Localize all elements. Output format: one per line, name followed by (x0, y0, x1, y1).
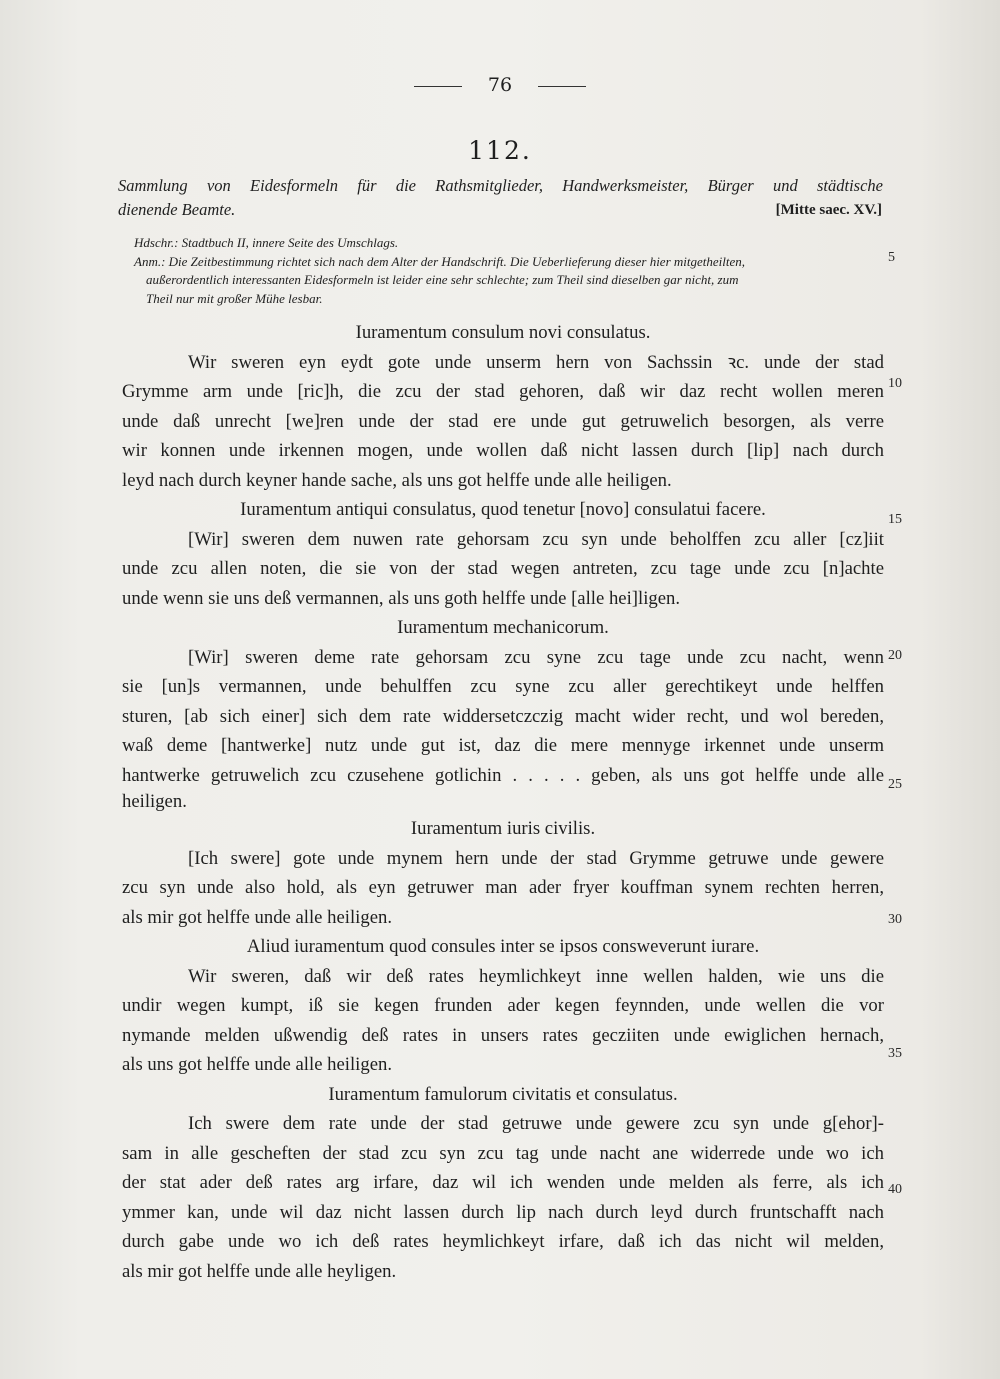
text-line: wir konnen unde irkennen mogen, unde wollen daß nicht lassen durch [lip] nach durch (122, 440, 884, 461)
page-number: 76 (487, 74, 513, 96)
annotation-line: Anm.: Die Zeitbestimmung richtet sich nach dem Alter der Handschrift. Die Ueberlieferung dieser hier mitgetheilten, (134, 253, 746, 269)
text-line: nymande melden ußwendig deß rates in unsers rates gecziiten unde ewiglichen hernach, (122, 1024, 884, 1046)
section-heading: Iuramentum antiqui consulatus, quod tenetur [novo] consulatui facere. (240, 499, 766, 520)
section-heading: Aliud iuramentum quod consules inter se ipsos consweverunt iurare. (246, 936, 760, 957)
section-heading: Iuramentum mechanicorum. (397, 617, 609, 638)
text-line: unde daß unrecht [we]ren unde der stad ere unde gut getruwelich besorgen, als verre (122, 410, 884, 432)
text-line: Ich swere dem rate unde der stad getruwe unde gewere zcu syn unde g[ehor]- (188, 1113, 884, 1134)
text-line: [Wir] sweren deme rate gehorsam zcu syne zcu tage unde zcu nacht, wenn (188, 646, 884, 668)
line-number: 25 (888, 777, 902, 792)
text-line: Grymme arm unde [ric]h, die zcu der stad gehoren, daß wir daz recht wollen meren (122, 381, 884, 402)
line-number: 20 (888, 648, 902, 663)
title-line: dienende Beamte. (118, 200, 236, 219)
line-number: 40 (888, 1182, 902, 1197)
text-line: Wir sweren eyn eydt gote unde unserm hern von Sachssin ꝛc. unde der stad (188, 351, 884, 373)
text-line: heiligen. (122, 791, 187, 812)
text-line: [Ich swere] gote unde mynem hern unde der stad Grymme getruwe unde gewere (188, 847, 884, 869)
annotation-line: Theil nur mit großer Mühe lesbar. (146, 290, 323, 306)
text-line: als mir got helffe unde alle heyligen. (122, 1260, 397, 1282)
text-line: undir wegen kumpt, iß sie kegen frunden ader kegen feynnden, unde wellen die vor (122, 995, 884, 1016)
text-line: als mir got helffe unde alle heiligen. (122, 906, 393, 928)
editorial-notes (134, 234, 884, 308)
text-line: der stat ader deß rates arg irfare, daz wil ich wenden unde melden als ferre, als ich (122, 1172, 884, 1193)
text-line: als uns got helffe unde alle heiligen. (122, 1054, 393, 1075)
header-rule-left (414, 86, 462, 87)
text-line: unde wenn sie uns deß vermannen, als uns goth helffe unde [alle hei]ligen. (122, 587, 681, 609)
line-number: 10 (888, 376, 902, 391)
section-heading: Iuramentum famulorum civitatis et consulatus. (328, 1083, 678, 1105)
document-number: 112. (468, 136, 532, 165)
text-line: zcu syn unde also hold, als eyn getruwer man ader fryer kouffman synem rechten herren, (122, 877, 884, 898)
section-heading: Iuramentum consulum novi consulatus. (355, 322, 651, 343)
text-line: sie [un]s vermannen, unde behulffen zcu syne zcu aller gerechtikeyt unde helffen (122, 676, 884, 697)
annotation-line: außerordentlich interessanten Eidesformeln ist leider eine sehr schlechte; zum Theil sind dieselben gar nicht, zum (146, 272, 739, 287)
line-number: 15 (888, 512, 902, 527)
page-header (0, 74, 1000, 96)
text-line: leyd nach durch keyner hande sache, als uns got helffe unde alle heiligen. (122, 469, 672, 491)
text-line: durch gabe unde wo ich deß rates heymlichkeyt irfare, daß ich das nicht wil melden, (122, 1231, 884, 1252)
text-line: hantwerke getruwelich zcu czusehene gotlichin . . . . . geben, als uns got helffe unde alle (122, 764, 884, 786)
text-line: [Wir] sweren dem nuwen rate gehorsam zcu syn unde beholffen zcu aller [cz]iit (188, 528, 884, 550)
line-number: 5 (888, 250, 895, 265)
text-line: sam in alle gescheften der stad zcu syn zcu tag unde nacht ane widerrede unde wo ich (122, 1142, 884, 1164)
date-label: [Mitte saec. XV.] (775, 202, 882, 218)
oath-text (122, 318, 884, 1286)
document-title (118, 174, 883, 222)
text-line: sturen, [ab sich einer] sich dem rate widdersetczczig macht wider recht, und wol bereden, (122, 705, 884, 727)
header-rule-right (538, 86, 586, 87)
line-number: 30 (888, 912, 902, 927)
manuscript-note: Hdschr.: Stadtbuch II, innere Seite des Umschlags. (134, 235, 399, 250)
title-line: Sammlung von Eidesformeln für die Rathsmitglieder, Handwerksmeister, Bürger und städtische (118, 176, 883, 195)
text-line: ymmer kan, unde wil daz nicht lassen durch lip nach durch leyd durch fruntschafft nach (122, 1201, 884, 1223)
section-heading: Iuramentum iuris civilis. (410, 818, 596, 839)
text-line: Wir sweren, daß wir deß rates heymlichkeyt inne wellen halden, wie uns die (188, 965, 884, 987)
text-line: unde zcu allen noten, die sie von der stad wegen antreten, zcu tage unde zcu [n]achte (122, 558, 884, 579)
line-number: 35 (888, 1046, 902, 1061)
text-line: waß deme [hantwerke] nutz unde gut ist, daz die mere mennyge irkennet unde unserm (122, 735, 884, 756)
